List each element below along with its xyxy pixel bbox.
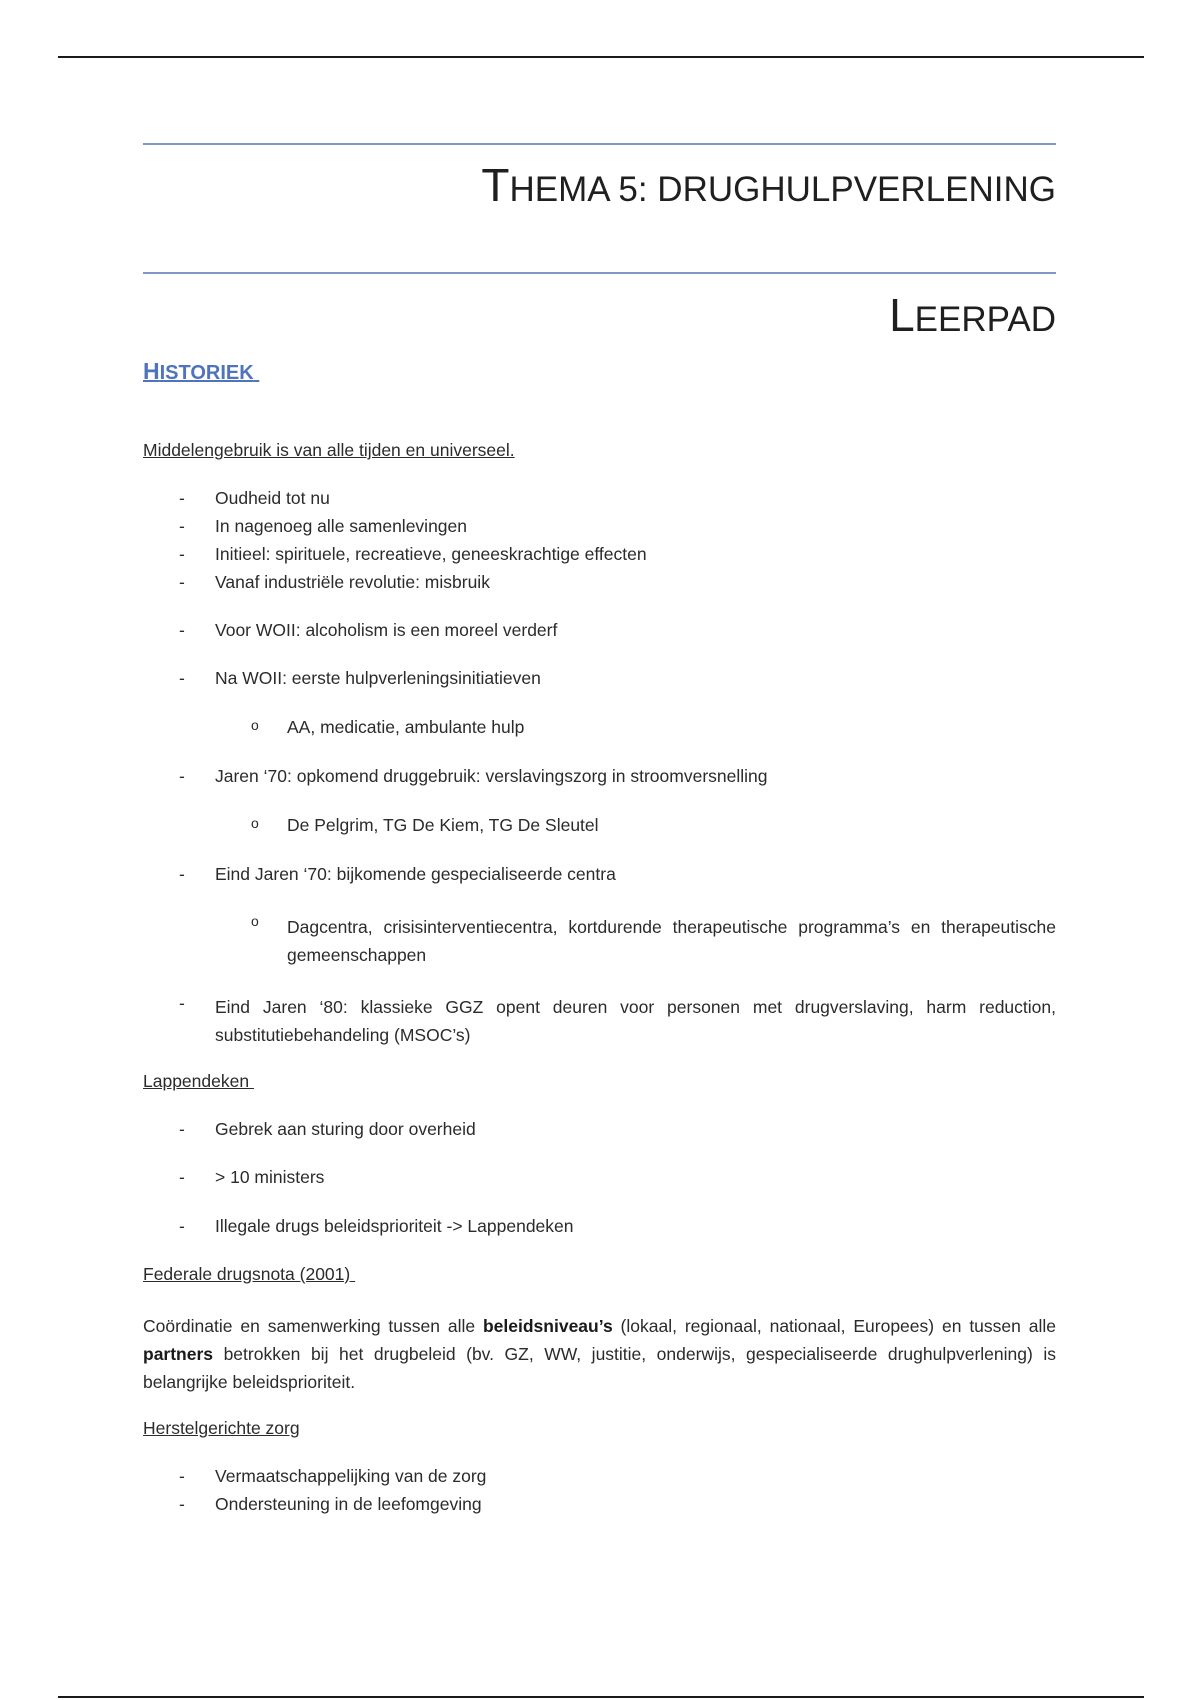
subheading-herstelgerichte-zorg: Herstelgerichte zorg <box>143 1418 300 1438</box>
list-item-text: Eind Jaren ‘80: klassieke GGZ opent deuren voor personen met drugverslaving, harm reduction, substitutiebehandeling (MSOC’s) <box>215 997 1056 1045</box>
subtitle-top-rule <box>143 272 1056 274</box>
document-title: THEMA 5: DRUGHULPVERLENING <box>481 159 1056 211</box>
subheading-middelengebruik: Middelengebruik is van alle tijden en universeel. <box>143 440 515 460</box>
paragraph-drugsnota: Coördinatie en samenwerking tussen alle beleidsniveau’s (lokaal, regionaal, nationaal, Europees) en tussen alle partners betrokken bij het drugbeleid (bv. GZ, WW, justitie, onderwijs, gespecialiseerde drughulpverlening) is belangrijke beleidsprioriteit. <box>143 1316 1056 1392</box>
subheading-drugsnota: Federale drugsnota (2001) <box>143 1264 351 1284</box>
sub-list-item-text: Dagcentra, crisisinterventiecentra, kortdurende therapeutische programma’s en therapeutische gemeenschappen <box>287 917 1056 965</box>
title-top-rule <box>143 143 1056 145</box>
page-top-rule <box>58 56 1144 58</box>
section-heading-historiek: HISTORIEK <box>143 358 254 384</box>
subheading-lappendeken: Lappendeken <box>143 1071 250 1091</box>
document-subtitle: LEERPAD <box>889 289 1056 341</box>
page-bottom-rule <box>58 1696 1144 1698</box>
